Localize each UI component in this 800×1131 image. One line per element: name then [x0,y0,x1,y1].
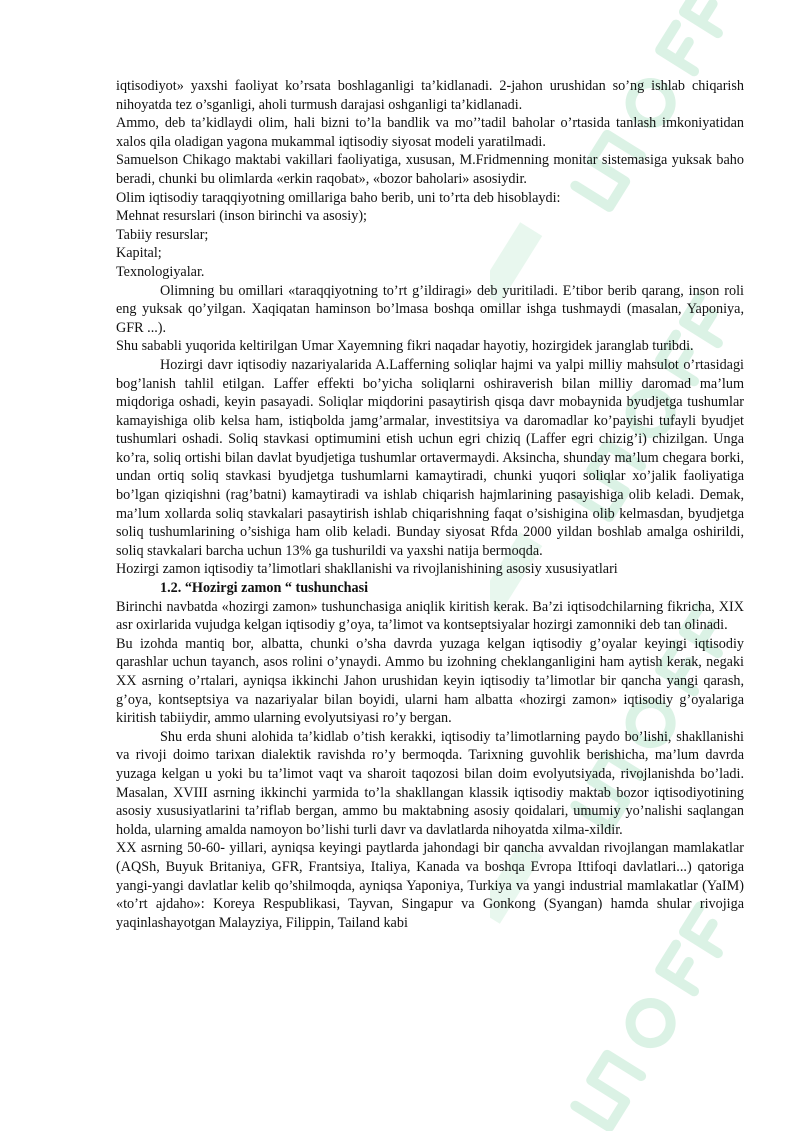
paragraph: iqtisodiyot» yaxshi faoliyat ko’rsata boshlaganligi ta’kidlanadi. 2-jahon urushidan so’ng ishlab chiqarish nihoyatda tez o’sganligi, aholi turmush darajasi oshganligi ta’kidlanadi. [116,78,744,113]
paragraph: Bu izohda mantiq bor, albatta, chunki o’sha davrda yuzaga kelgan iqtisodiy g’oyalar keyingi iqtisodiy qarashlar uchun tayanch, asos rolini o’ynaydi. Ammo bu izohning cheklanganligini ham aytish kerak, negaki XX asrning o’rtalari, ayniqsa ikkinchi Jahon urushidan keyin iqtisodiy ta’limotlar bir qancha yangi qarash, g’oya, kontseptsiya va nazariyalar bilan boyidi, ularni ham albatta «hozirgi zamon» iqtisodiy g’oyalariga kiritish tabiiydir, ammo ularning evolyutsiyasi ro’y bergan. [116,635,744,727]
section-heading: 1.2. “Hozirgi zamon “ tushunchasi [160,580,369,597]
paragraph: Hozirgi davr iqtisodiy nazariyalarida A.Lafferning soliqlar hajmi va yalpi milliy mahsulot o’rtasidagi bog’lanish tahlil etilgan. Laffer effekti bo’yicha soliqlarni oshiraverish bilan milliy daromad ma’lum miqdoriga oshadi, keyin pasayadi. Soliqlar miqdorini pasaytirish qisqa davr mobaynida byudjetga tushumlar kamayishiga olib kelsa ham, istiqbolda jamg’armalar, investitsiya va daromadlar ko’payishi tufayli byudjet tushumlari oshadi. Soliq stavkasi optimumini etish uchun egri chiziq (Laffer egri chizig’i) chizilgan. Unga ko’ra, soliq ortishi bilan davlat byudjetiga tushumlar ortavermaydi. Aksincha, shunday ma’lum chegara borki, undan ortiq soliq stavkasi byudjetga tushumlarni kamaytiradi, chunki yuqori soliqlar xo’jalik faoliyatiga bo’lgan qiziqishni (rag’batni) kamaytiradi va ishlab chiqarish hajmlarining pasayishiga olib keladi. Demak, ma’lum xollarda soliq stavkalari pasaytirish ishlab chiqarishning faqat o’sishigina olib kelmasdan, byudjetga soliq tushumlarining o’sishiga ham olib keladi. Bunday siyosat Rfda 2000 yildan boshlab amalga oshirildi, soliq stavkalari barcha uchun 13% ga tushurildi va yaxshi natija bermoqda. [116,356,744,559]
paragraph: XX asrning 50-60- yillari, ayniqsa keyingi paytlarda jahondagi bir qancha avvaldan rivojlangan mamlakatlar (AQSh, Buyuk Britaniya, GFR, Frantsiya, Italiya, Kanada va boshqa Evropa Ittifoqi davlatlari...) qatoriga yangi-yangi davlatlar kelib qo’shilmoqda, ayniqsa Yaponiya, Turkiya va yangi industrial mamlakatlar (YaIM) «to’rt ajdaho»: Koreya Respublikasi, Tayvan, Singapur va Gonkong (Syangan) hamda shular rivojiga yaqinlashayotgan Malayziya, Filippin, Tailand kabi [116,840,744,931]
paragraph: Shu sababli yuqorida keltirilgan Umar Xayemning fikri naqadar hayotiy, hozirgidek jaranglab turibdi. [116,338,694,355]
paragraph: Ammo, deb ta’kidlaydi olim, hali bizni to’la bandlik va mo’’tadil baholar o’rtasida tanlash imkoniyatidan xalos qila oladigan yagona mukammal iqtisodiy siyosat modeli yaratilmadi. [116,115,744,150]
paragraph: Olimning bu omillari «taraqqiyotning to’rt g’ildiragi» deb yuritiladi. E’tibor berib qarang, inson roli eng yuksak qo’yilgan. Xaqiqatan haminson bo’lmasa boshqa omillar ishga tushmaydi (masalan, Yaponiya, GFR ...). [116,282,744,336]
paragraph: Olim iqtisodiy taraqqiyotning omillariga baho berib, uni to’rta deb hisoblaydi: [116,189,561,206]
document-body [116,77,744,932]
list-item: Kapital; [116,245,162,262]
paragraph: Hozirgi zamon iqtisodiy ta’limotlari shakllanishi va rivojlanishining asosiy xususiyatlari [116,561,618,578]
list-item: Tabiiy resurslar; [116,226,209,243]
paragraph: Samuelson Chikago maktabi vakillari faoliyatiga, xususan, M.Fridmenning monitar sistemasiga yuksak baho beradi, chunki bu olimlarda «erkin raqobat», «bozor baholari» asosiydir. [116,152,744,187]
list-item: Texnologiyalar. [116,263,205,280]
list-item: Mehnat resurslari (inson birinchi va asosiy); [116,208,367,225]
paragraph: Shu erda shuni alohida ta’kidlab o’tish kerakki, iqtisodiy ta’limotlarning paydo bo’lishi, shakllanishi va rivoji doimo tarixan dialektik ravishda ro’y bermoqda. Tarixning guvohlik berishicha, ma’lum davrda yuzaga kelgan u yoki bu ta’limot vaqt va sharoit taqozosi bilan doim evolyutsiyada, rivojlanishda bo’ladi. Masalan, XVIII asrning ikkinchi yarmida to’la shakllangan klassik iqtisodiy maktab bozor iqtisodiyotining asosiy xususiyatlarini ta’riflab bergan, ammo bu maktabning asosiy qoidalari, umumiy yo’nalishi saqlangan holda, ularning amalda namoyon bo’lishi turli davr va davlatlarda nihoyatda xilma-xildir. [116,728,744,838]
paragraph: Birinchi navbatda «hozirgi zamon» tushunchasiga aniqlik kiritish kerak. Ba’zi iqtisodchilarning fikricha, XIX asr oxirlarida vujudga kelgan iqtisodiy g’oya, ta’limot va kontseptsiyalar hozirgi zamonniki deb tan olinadi. [116,598,744,634]
